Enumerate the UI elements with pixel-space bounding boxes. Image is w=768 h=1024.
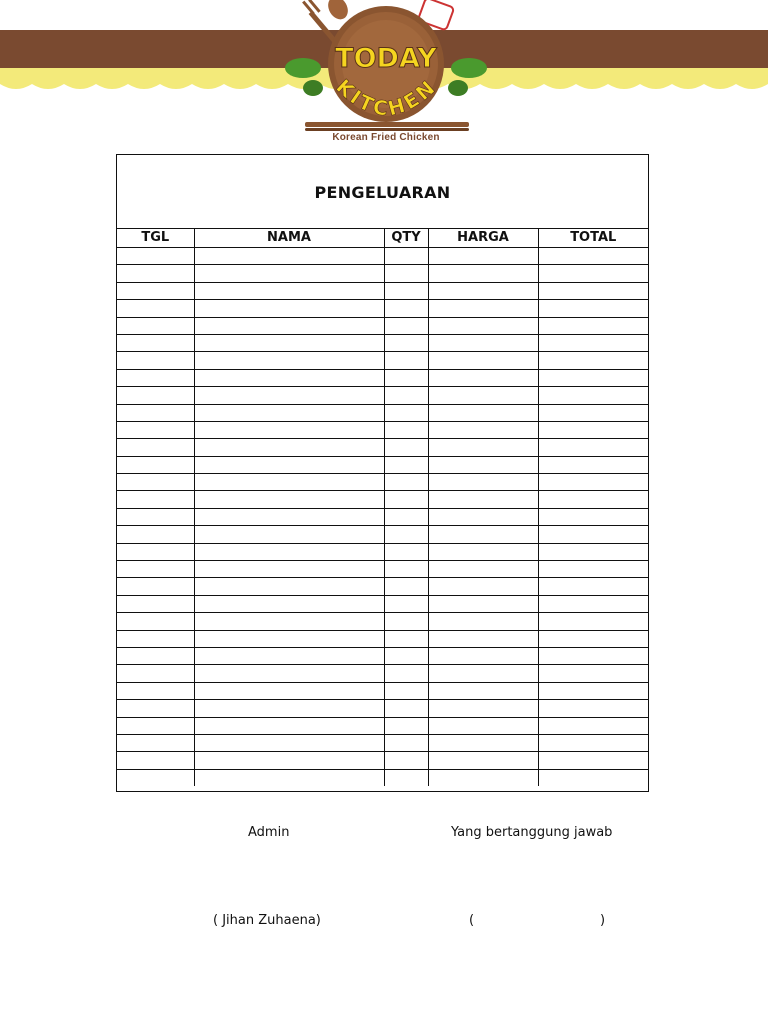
cell-tgl[interactable]	[117, 752, 194, 769]
cell-total[interactable]	[538, 491, 648, 508]
cell-nama[interactable]	[194, 717, 384, 734]
cell-tgl[interactable]	[117, 526, 194, 543]
cell-harga[interactable]	[428, 700, 538, 717]
expense-form	[116, 154, 649, 792]
cell-nama[interactable]	[194, 421, 384, 438]
table-row	[117, 647, 648, 664]
cell-nama[interactable]	[194, 752, 384, 769]
column-header-tgl: TGL	[117, 229, 194, 248]
cell-total[interactable]	[538, 369, 648, 386]
cell-total[interactable]	[538, 317, 648, 334]
cell-tgl[interactable]	[117, 248, 194, 265]
cell-qty[interactable]	[384, 317, 428, 334]
cell-total[interactable]	[538, 769, 648, 786]
cell-tgl[interactable]	[117, 456, 194, 473]
cell-nama[interactable]	[194, 508, 384, 525]
table-row	[117, 630, 648, 647]
cell-total[interactable]	[538, 404, 648, 421]
table-header-row	[117, 229, 648, 248]
cell-total[interactable]	[538, 248, 648, 265]
table-row	[117, 404, 648, 421]
cell-tgl[interactable]	[117, 421, 194, 438]
cell-nama[interactable]	[194, 630, 384, 647]
cell-total[interactable]	[538, 717, 648, 734]
cell-total[interactable]	[538, 387, 648, 404]
cell-harga[interactable]	[428, 561, 538, 578]
cell-nama[interactable]	[194, 578, 384, 595]
cell-nama[interactable]	[194, 300, 384, 317]
signature-role-responsible: Yang bertanggung jawab	[451, 825, 613, 840]
table-row	[117, 334, 648, 351]
column-header-qty: QTY	[384, 229, 428, 248]
cell-harga[interactable]	[428, 387, 538, 404]
cell-tgl[interactable]	[117, 282, 194, 299]
cell-qty[interactable]	[384, 508, 428, 525]
cell-harga[interactable]	[428, 334, 538, 351]
column-header-nama: NAMA	[194, 229, 384, 248]
logo-word-today: TODAY	[335, 43, 437, 74]
cell-nama[interactable]	[194, 439, 384, 456]
cell-total[interactable]	[538, 578, 648, 595]
cell-tgl[interactable]	[117, 317, 194, 334]
table-row	[117, 317, 648, 334]
cell-qty[interactable]	[384, 700, 428, 717]
cell-tgl[interactable]	[117, 265, 194, 282]
cell-nama[interactable]	[194, 682, 384, 699]
logo-tagline: Korean Fried Chicken	[332, 132, 440, 143]
cell-tgl[interactable]	[117, 561, 194, 578]
cell-tgl[interactable]	[117, 595, 194, 612]
cell-qty[interactable]	[384, 352, 428, 369]
cell-harga[interactable]	[428, 734, 538, 751]
cell-nama[interactable]	[194, 543, 384, 560]
table-row	[117, 682, 648, 699]
cell-qty[interactable]	[384, 682, 428, 699]
cell-total[interactable]	[538, 456, 648, 473]
table-row	[117, 665, 648, 682]
column-header-harga: HARGA	[428, 229, 538, 248]
cell-harga[interactable]	[428, 613, 538, 630]
cell-nama[interactable]	[194, 613, 384, 630]
signature-role-admin: Admin	[248, 825, 290, 840]
cell-tgl[interactable]	[117, 334, 194, 351]
cell-harga[interactable]	[428, 630, 538, 647]
logo-word-kitchen: KITCHEN	[331, 74, 442, 121]
cell-harga[interactable]	[428, 769, 538, 786]
table-row	[117, 526, 648, 543]
cell-total[interactable]	[538, 543, 648, 560]
table-row	[117, 508, 648, 525]
cell-total[interactable]	[538, 439, 648, 456]
expense-table	[117, 229, 648, 786]
cell-tgl[interactable]	[117, 734, 194, 751]
cell-nama[interactable]	[194, 595, 384, 612]
table-row	[117, 265, 648, 282]
cell-qty[interactable]	[384, 769, 428, 786]
cell-tgl[interactable]	[117, 647, 194, 664]
table-row	[117, 491, 648, 508]
cell-harga[interactable]	[428, 456, 538, 473]
table-row	[117, 248, 648, 265]
table-row	[117, 717, 648, 734]
table-row	[117, 474, 648, 491]
cell-qty[interactable]	[384, 734, 428, 751]
table-row	[117, 595, 648, 612]
cell-total[interactable]	[538, 595, 648, 612]
cell-tgl[interactable]	[117, 404, 194, 421]
cell-nama[interactable]	[194, 665, 384, 682]
cell-total[interactable]	[538, 665, 648, 682]
table-row	[117, 613, 648, 630]
cell-qty[interactable]	[384, 717, 428, 734]
cell-harga[interactable]	[428, 508, 538, 525]
cell-tgl[interactable]	[117, 613, 194, 630]
cell-harga[interactable]	[428, 421, 538, 438]
column-header-total: TOTAL	[538, 229, 648, 248]
table-row	[117, 421, 648, 438]
cell-qty[interactable]	[384, 630, 428, 647]
cell-total[interactable]	[538, 613, 648, 630]
logo-graphic	[283, 0, 489, 140]
cell-tgl[interactable]	[117, 300, 194, 317]
table-row	[117, 578, 648, 595]
form-title: PENGELUARAN	[314, 182, 451, 202]
cell-qty[interactable]	[384, 595, 428, 612]
cell-qty[interactable]	[384, 369, 428, 386]
cell-total[interactable]	[538, 647, 648, 664]
cell-harga[interactable]	[428, 682, 538, 699]
cell-qty[interactable]	[384, 456, 428, 473]
cell-harga[interactable]	[428, 647, 538, 664]
cell-total[interactable]	[538, 630, 648, 647]
cell-tgl[interactable]	[117, 369, 194, 386]
cell-harga[interactable]	[428, 543, 538, 560]
cell-qty[interactable]	[384, 282, 428, 299]
cell-nama[interactable]	[194, 317, 384, 334]
cell-qty[interactable]	[384, 561, 428, 578]
cell-harga[interactable]	[428, 717, 538, 734]
cell-nama[interactable]	[194, 352, 384, 369]
cell-qty[interactable]	[384, 248, 428, 265]
table-row	[117, 752, 648, 769]
cell-qty[interactable]	[384, 491, 428, 508]
cell-total[interactable]	[538, 282, 648, 299]
cell-harga[interactable]	[428, 300, 538, 317]
table-row	[117, 282, 648, 299]
cell-harga[interactable]	[428, 317, 538, 334]
cell-nama[interactable]	[194, 491, 384, 508]
table-row	[117, 387, 648, 404]
cell-qty[interactable]	[384, 543, 428, 560]
table-row	[117, 700, 648, 717]
cell-nama[interactable]	[194, 404, 384, 421]
cell-harga[interactable]	[428, 265, 538, 282]
cell-nama[interactable]	[194, 734, 384, 751]
cell-total[interactable]	[538, 265, 648, 282]
table-row	[117, 561, 648, 578]
cell-tgl[interactable]	[117, 387, 194, 404]
cell-harga[interactable]	[428, 439, 538, 456]
cell-tgl[interactable]	[117, 474, 194, 491]
signature-bracket-close: )	[600, 913, 606, 928]
cell-qty[interactable]	[384, 334, 428, 351]
cell-harga[interactable]	[428, 491, 538, 508]
cell-harga[interactable]	[428, 595, 538, 612]
cell-harga[interactable]	[428, 369, 538, 386]
cell-nama[interactable]	[194, 769, 384, 786]
cell-total[interactable]	[538, 508, 648, 525]
cell-qty[interactable]	[384, 404, 428, 421]
cell-total[interactable]	[538, 352, 648, 369]
cell-qty[interactable]	[384, 752, 428, 769]
cell-qty[interactable]	[384, 265, 428, 282]
cell-qty[interactable]	[384, 613, 428, 630]
cell-nama[interactable]	[194, 334, 384, 351]
cell-harga[interactable]	[428, 526, 538, 543]
cell-tgl[interactable]	[117, 543, 194, 560]
cell-nama[interactable]	[194, 369, 384, 386]
cell-tgl[interactable]	[117, 630, 194, 647]
cell-tgl[interactable]	[117, 439, 194, 456]
cell-harga[interactable]	[428, 352, 538, 369]
cell-nama[interactable]	[194, 647, 384, 664]
cell-nama[interactable]	[194, 282, 384, 299]
cell-qty[interactable]	[384, 439, 428, 456]
cell-harga[interactable]	[428, 474, 538, 491]
brand-logo	[283, 0, 489, 150]
cell-tgl[interactable]	[117, 665, 194, 682]
table-row	[117, 352, 648, 369]
cell-tgl[interactable]	[117, 769, 194, 786]
table-row	[117, 369, 648, 386]
table-row	[117, 543, 648, 560]
cell-total[interactable]	[538, 682, 648, 699]
signature-name-admin: ( Jihan Zuhaena)	[213, 913, 321, 928]
cell-nama[interactable]	[194, 526, 384, 543]
cell-qty[interactable]	[384, 526, 428, 543]
table-row	[117, 300, 648, 317]
cell-harga[interactable]	[428, 752, 538, 769]
cell-qty[interactable]	[384, 387, 428, 404]
cell-tgl[interactable]	[117, 352, 194, 369]
cell-total[interactable]	[538, 474, 648, 491]
table-row	[117, 439, 648, 456]
cell-qty[interactable]	[384, 578, 428, 595]
cell-harga[interactable]	[428, 578, 538, 595]
cell-qty[interactable]	[384, 647, 428, 664]
table-row	[117, 456, 648, 473]
cell-qty[interactable]	[384, 665, 428, 682]
cell-harga[interactable]	[428, 282, 538, 299]
cell-tgl[interactable]	[117, 717, 194, 734]
cell-nama[interactable]	[194, 387, 384, 404]
cell-tgl[interactable]	[117, 578, 194, 595]
cell-total[interactable]	[538, 734, 648, 751]
table-body	[117, 248, 648, 787]
table-row	[117, 734, 648, 751]
cell-total[interactable]	[538, 421, 648, 438]
cell-total[interactable]	[538, 561, 648, 578]
cell-nama[interactable]	[194, 561, 384, 578]
cell-qty[interactable]	[384, 300, 428, 317]
cell-total[interactable]	[538, 752, 648, 769]
cell-total[interactable]	[538, 334, 648, 351]
cell-harga[interactable]	[428, 404, 538, 421]
cell-qty[interactable]	[384, 474, 428, 491]
cell-nama[interactable]	[194, 700, 384, 717]
cell-total[interactable]	[538, 526, 648, 543]
signature-bracket-open: (	[469, 913, 475, 928]
cell-qty[interactable]	[384, 421, 428, 438]
cell-harga[interactable]	[428, 665, 538, 682]
table-row	[117, 769, 648, 786]
cell-total[interactable]	[538, 700, 648, 717]
leaf-left-icon	[285, 58, 321, 78]
cell-harga[interactable]	[428, 248, 538, 265]
cell-nama[interactable]	[194, 248, 384, 265]
chopsticks-icon	[305, 122, 469, 127]
cell-nama[interactable]	[194, 265, 384, 282]
cell-nama[interactable]	[194, 474, 384, 491]
cell-nama[interactable]	[194, 456, 384, 473]
leaf-right-icon	[451, 58, 487, 78]
cell-tgl[interactable]	[117, 700, 194, 717]
cell-tgl[interactable]	[117, 491, 194, 508]
cell-tgl[interactable]	[117, 682, 194, 699]
cell-tgl[interactable]	[117, 508, 194, 525]
cell-total[interactable]	[538, 300, 648, 317]
